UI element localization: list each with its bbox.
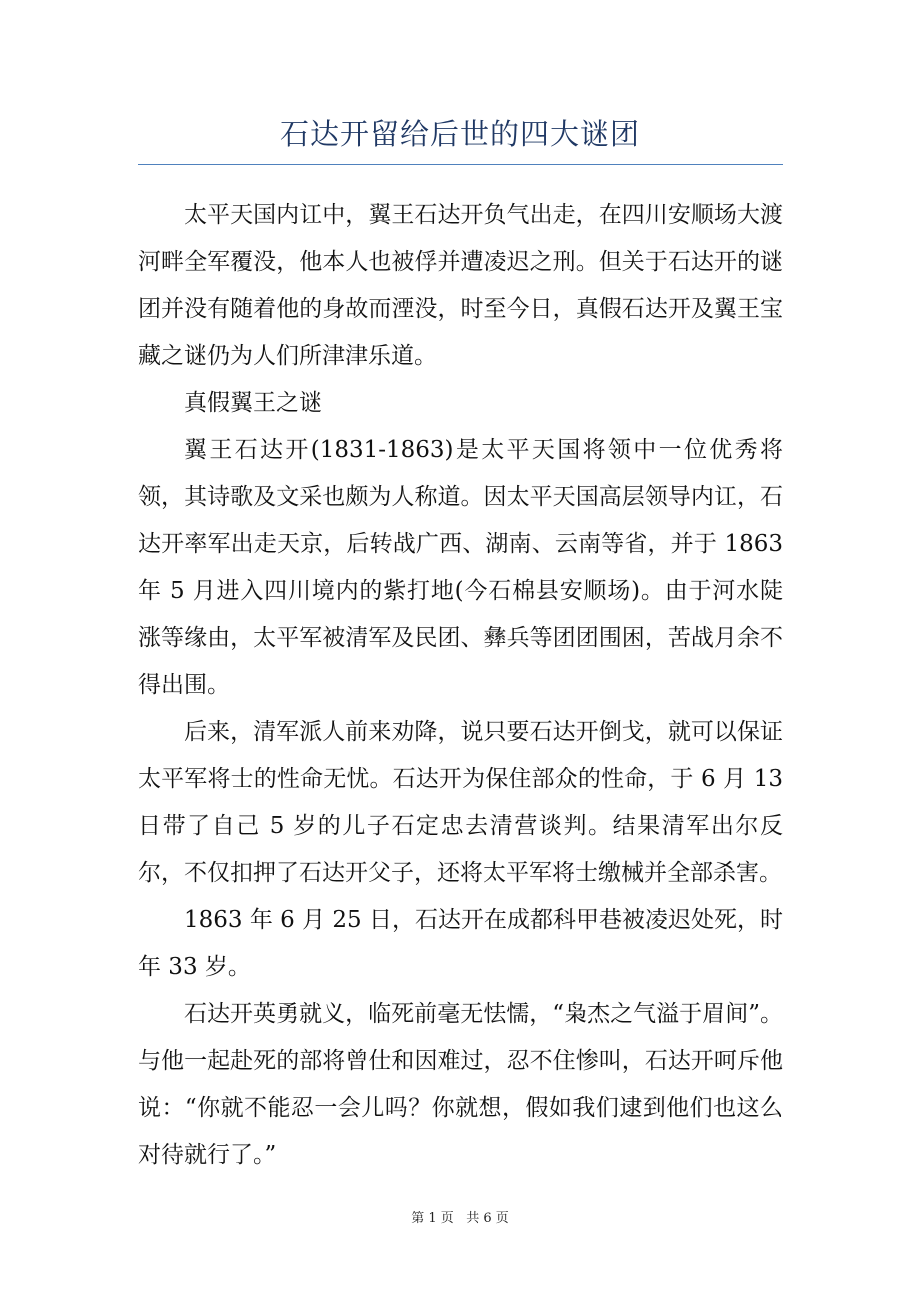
section-heading: 真假翼王之谜	[184, 390, 322, 416]
paragraph-last-words: 石达开英勇就义，临死前毫无怯懦，“枭杰之气溢于眉间”。与他一起赴死的部将曾仕和因难过，忍不住惨叫，石达开呵斥他说：“你就不能忍一会儿吗？你就想，假如我们逮到他们也这么对待就行了。”	[138, 1001, 783, 1168]
paragraph-background: 翼王石达开(1831-1863)是太平天国将领中一位优秀将领，其诗歌及文采也颇为人称道。因太平天国高层领导内讧，石达开率军出走天京，后转战广西、湖南、云南等省，并于 1863 年 5 月进入四川境内的紫打地(今石棉县安顺场)。由于河水陡涨等缘由，太平军被清军及民团、彝兵等团团围困，苦战月余不得出围。	[138, 437, 783, 698]
paragraph-intro: 太平天国内讧中，翼王石达开负气出走，在四川安顺场大渡河畔全军覆没，他本人也被俘并遭凌迟之刑。但关于石达开的谜团并没有随着他的身故而湮没，时至今日，真假石达开及翼王宝藏之谜仍为人们所津津乐道。	[138, 202, 783, 369]
page-title: 石达开留给后世的四大谜团	[279, 117, 640, 151]
page-total: 共 6 页	[466, 1211, 509, 1226]
document-body	[138, 192, 783, 1179]
page-footer	[0, 1207, 920, 1226]
title-divider	[138, 164, 783, 165]
page-number: 第 1 页	[411, 1211, 454, 1226]
paragraph-execution: 1863 年 6 月 25 日，石达开在成都科甲巷被凌迟处死，时年 33 岁。	[138, 907, 783, 980]
paragraph-surrender: 后来，清军派人前来劝降，说只要石达开倒戈，就可以保证太平军将士的性命无忧。石达开为保住部众的性命，于 6 月 13 日带了自己 5 岁的儿子石定忠去清营谈判。结果清军出尔反尔，不仅扣押了石达开父子，还将太平军将士缴械并全部杀害。	[138, 719, 783, 886]
